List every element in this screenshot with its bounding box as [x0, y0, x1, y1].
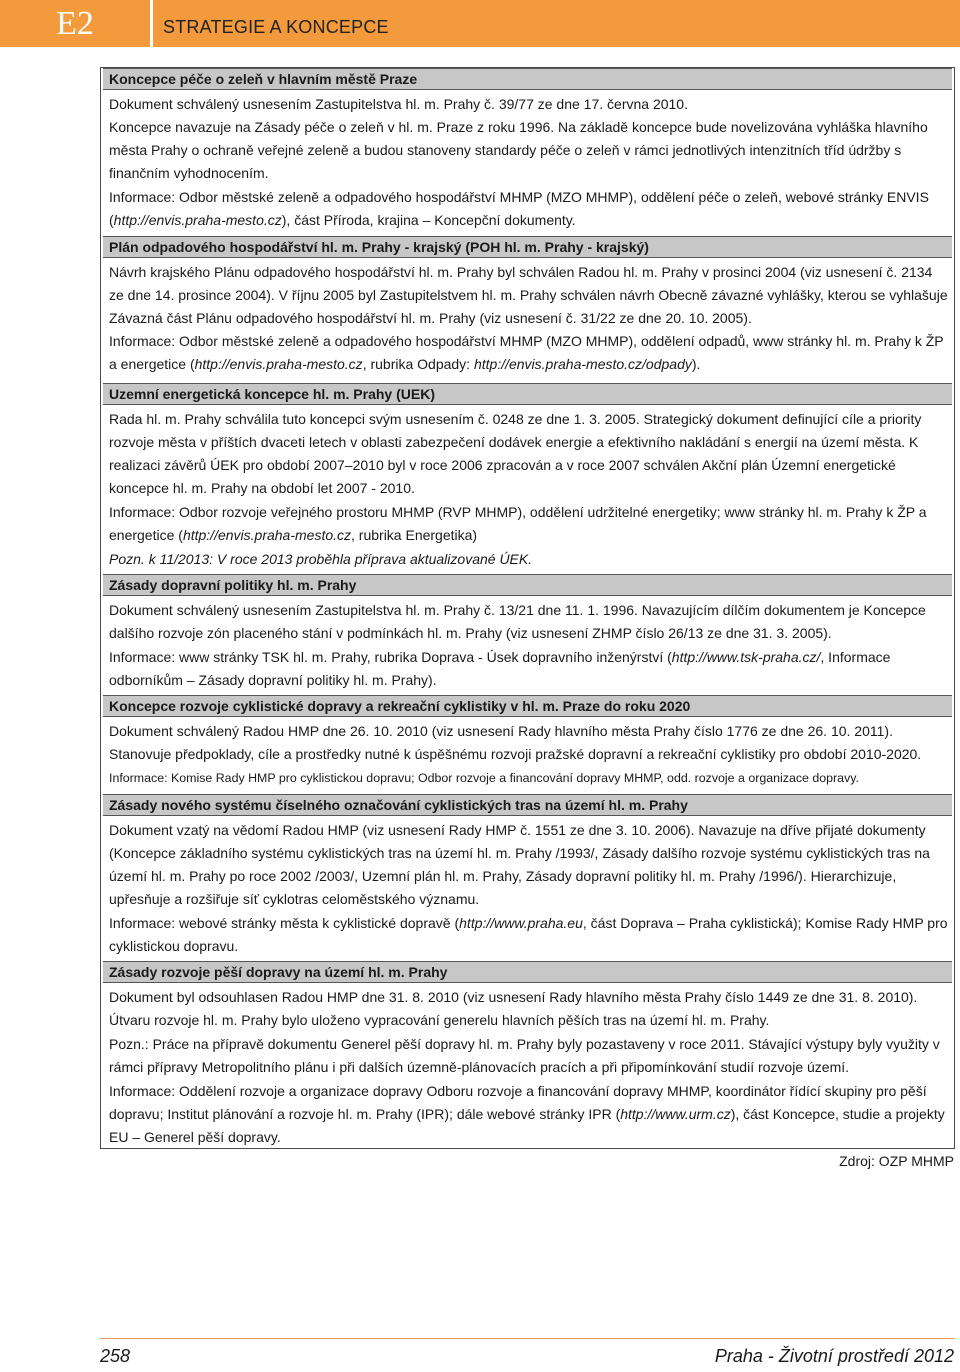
section-title-transport-policy: Zásady dopravní politiky hl. m. Prahy: [103, 574, 952, 596]
envis-waste-link[interactable]: http://envis.praha-mesto.cz/odpady: [473, 356, 692, 372]
footer-divider: [100, 1338, 955, 1339]
praha-eu-link[interactable]: http://www.praha.eu: [459, 915, 583, 931]
source-note: Zdroj: OZP MHMP: [839, 1153, 954, 1169]
section-paragraph: Dokument byl odsouhlasen Radou HMP dne 31. 8. 2010 (viz usnesení Rady hlavního města Prahy číslo 1449 ze dne 31. 8. 2010). Útvaru rozvoje hl. m. Prahy bylo uloženo vypracování generelu hlavních pěších tras na území hl. m. Prahy.: [109, 989, 918, 1028]
chapter-code: E2: [0, 0, 150, 47]
envis-link[interactable]: http://envis.praha-mesto.cz: [113, 212, 282, 228]
section-paragraph: Návrh krajského Plánu odpadového hospodářství hl. m. Prahy byl schválen Radou hl. m. Prahy v prosinci 2004 (viz usnesení č. 2134 ze dne 14. prosince 2004). V říjnu 2005 byl Zastupitelstvem hl. m. Prahy schválen návrh Obecně závazné vyhlášky, kterou se vyhlašuje Závazná část Plánu odpadového hospodářství hl. m. Prahy (viz usnesení č. 31/22 ze dne 20. 10. 2005).: [109, 264, 948, 326]
section-paragraph: Informace: Odbor městské zeleně a odpadového hospodářství MHMP (MZO MHMP), oddělení péče o zeleň, webové stránky ENVIS (http://envis.praha-mesto.cz), část Příroda, krajina – Koncepční dokumenty.: [109, 189, 929, 228]
section-title-energy-concept: Uzemní energetická koncepce hl. m. Prahy (UEK): [103, 383, 952, 405]
strategy-table: [100, 67, 955, 1149]
section-title-greenery-concept: Koncepce péče o zeleň v hlavním městě Praze: [103, 68, 952, 90]
section-paragraph: Dokument vzatý na vědomí Radou HMP (viz usnesení Rady HMP č. 1551 ze dne 3. 10. 2006). Navazuje na dříve přijaté dokumenty (Koncepce základního systému cyklistických tras na území hl. m. Prahy /1993/, Zásady dalšího rozvoje systému cyklistických tras na území hl. m. Prahy po roce 2002 /2003/, Uzemní plán hl. m. Prahy, Zásady dopravní politiky hl. m. Prahy /1996/). Hierarchizuje, upřesňuje a rozšiřuje síť cyklotras celoměstského významu.: [109, 822, 930, 907]
page-number: 258: [100, 1346, 131, 1366]
section-paragraph: Informace: Oddělení rozvoje a organizace dopravy Odboru rozvoje a financování dopravy MHMP, koordinátor řídící skupiny pro pěší dopravu; Institut plánování a rozvoje hl. m. Prahy (IPR); dále webové stránky IPR (http://www.urm.cz), část Koncepce, studie a projekty EU – Generel pěší dopravy.: [109, 1083, 945, 1145]
section-paragraph: Informace: webové stránky města k cyklistické dopravě (http://www.praha.eu, část Doprava – Praha cyklistická); Komise Rady HMP pro cyklistickou dopravu.: [109, 915, 948, 954]
section-paragraph: Dokument schválený Radou HMP dne 26. 10. 2010 (viz usnesení Rady hlavního města Prahy číslo 1776 ze dne 26. 10. 2011). Stanovuje předpoklady, cíle a prostředky nutné k úspěšnému rozvoji pražské dopravní a rekreační cyklistiky pro období 2010-2020.: [109, 723, 922, 762]
urm-link[interactable]: http://www.urm.cz: [620, 1106, 731, 1122]
chapter-divider: [150, 0, 153, 47]
section-title-pedestrian-transport: Zásady rozvoje pěší dopravy na území hl. m. Prahy: [103, 961, 952, 983]
section-title-cycle-route-numbering: Zásady nového systému číselného označování cyklistických tras na území hl. m. Prahy: [103, 794, 952, 816]
section-paragraph: Informace: Odbor rozvoje veřejného prostoru MHMP (RVP MHMP), oddělení udržitelné energetiky; www stránky hl. m. Prahy k ŽP a energetice (http://envis.praha-mesto.cz, rubrika Energetika): [109, 504, 927, 543]
section-paragraph: Dokument schválený usnesením Zastupitelstva hl. m. Prahy č. 39/77 ze dne 17. června 2010.: [109, 96, 688, 112]
section-paragraph: Informace: www stránky TSK hl. m. Prahy, rubrika Doprava - Úsek dopravního inženýrství (http://www.tsk-praha.cz/, Informace odborníkům – Zásady dopravní politiky hl. m. Prahy).: [109, 649, 891, 688]
section-note: Pozn. k 11/2013: V roce 2013 proběhla příprava aktualizované ÚEK.: [109, 551, 533, 567]
section-title-cycling-concept: Koncepce rozvoje cyklistické dopravy a rekreační cyklistiky v hl. m. Praze do roku 2020: [103, 695, 952, 717]
section-paragraph: Dokument schválený usnesením Zastupitelstva hl. m. Prahy č. 13/21 dne 11. 1. 1996. Navazujícím dílčím dokumentem je Koncepce dalšího rozvoje zón placeného stání v podmínkách hl. m. Prahy (viz usnesení ZHMP číslo 26/13 ze dne 31. 3. 2005).: [109, 602, 926, 641]
chapter-title: STRATEGIE A KONCEPCE: [163, 17, 389, 37]
section-paragraph: Pozn.: Práce na přípravě dokumentu Generel pěší dopravy hl. m. Prahy byly pozastaveny v roce 2011. Stávající výstupy byly využity v rámci přípravy Metropolitního plánu i při dalších územně-plánovacích pracích a při připomínkování studií rozvoje území.: [109, 1036, 940, 1075]
envis-link[interactable]: http://envis.praha-mesto.cz: [182, 527, 352, 543]
section-paragraph: Koncepce navazuje na Zásady péče o zeleň v hl. m. Praze z roku 1996. Na základě koncepce bude novelizována vyhláška hlavního města Prahy o ochraně veřejné zeleně a budou stanoveny standardy péče o zeleň v rámci jednotlivých intenzitních tříd údržby s finančním vyhodnocením.: [109, 119, 928, 181]
section-paragraph: Informace: Komise Rady HMP pro cyklistickou dopravu; Odbor rozvoje a financování dopravy MHMP, odd. rozvoje a organizace dopravy.: [109, 771, 859, 785]
section-paragraph: Rada hl. m. Prahy schválila tuto koncepci svým usnesením č. 0248 ze dne 1. 3. 2005. Strategický dokument definující cíle a priority rozvoje města v příštích dvaceti letech v oblasti zabezpečení dodávek energie a efektivního nakládání s energií na území města. K realizaci závěrů ÚEK pro období 2007–2010 byl v roce 2006 zpracován a v roce 2007 schválen Akční plán Územní energetické koncepce hl. m. Prahy na období let 2007 - 2010.: [109, 411, 922, 496]
publication-title: Praha - Životní prostředí 2012: [714, 1346, 954, 1366]
section-title-waste-plan: Plán odpadového hospodářství hl. m. Prahy - krajský (POH hl. m. Prahy - krajský): [103, 236, 952, 258]
section-paragraph: Informace: Odbor městské zeleně a odpadového hospodářství MHMP (MZO MHMP), oddělení odpadů, www stránky hl. m. Prahy k ŽP a energetice (http://envis.praha-mesto.cz, rubrika Odpady: http://envis.praha-mesto.cz/odpady).: [109, 333, 944, 372]
envis-link[interactable]: http://envis.praha-mesto.cz: [194, 356, 363, 372]
tsk-link[interactable]: http://www.tsk-praha.cz/: [671, 649, 821, 665]
